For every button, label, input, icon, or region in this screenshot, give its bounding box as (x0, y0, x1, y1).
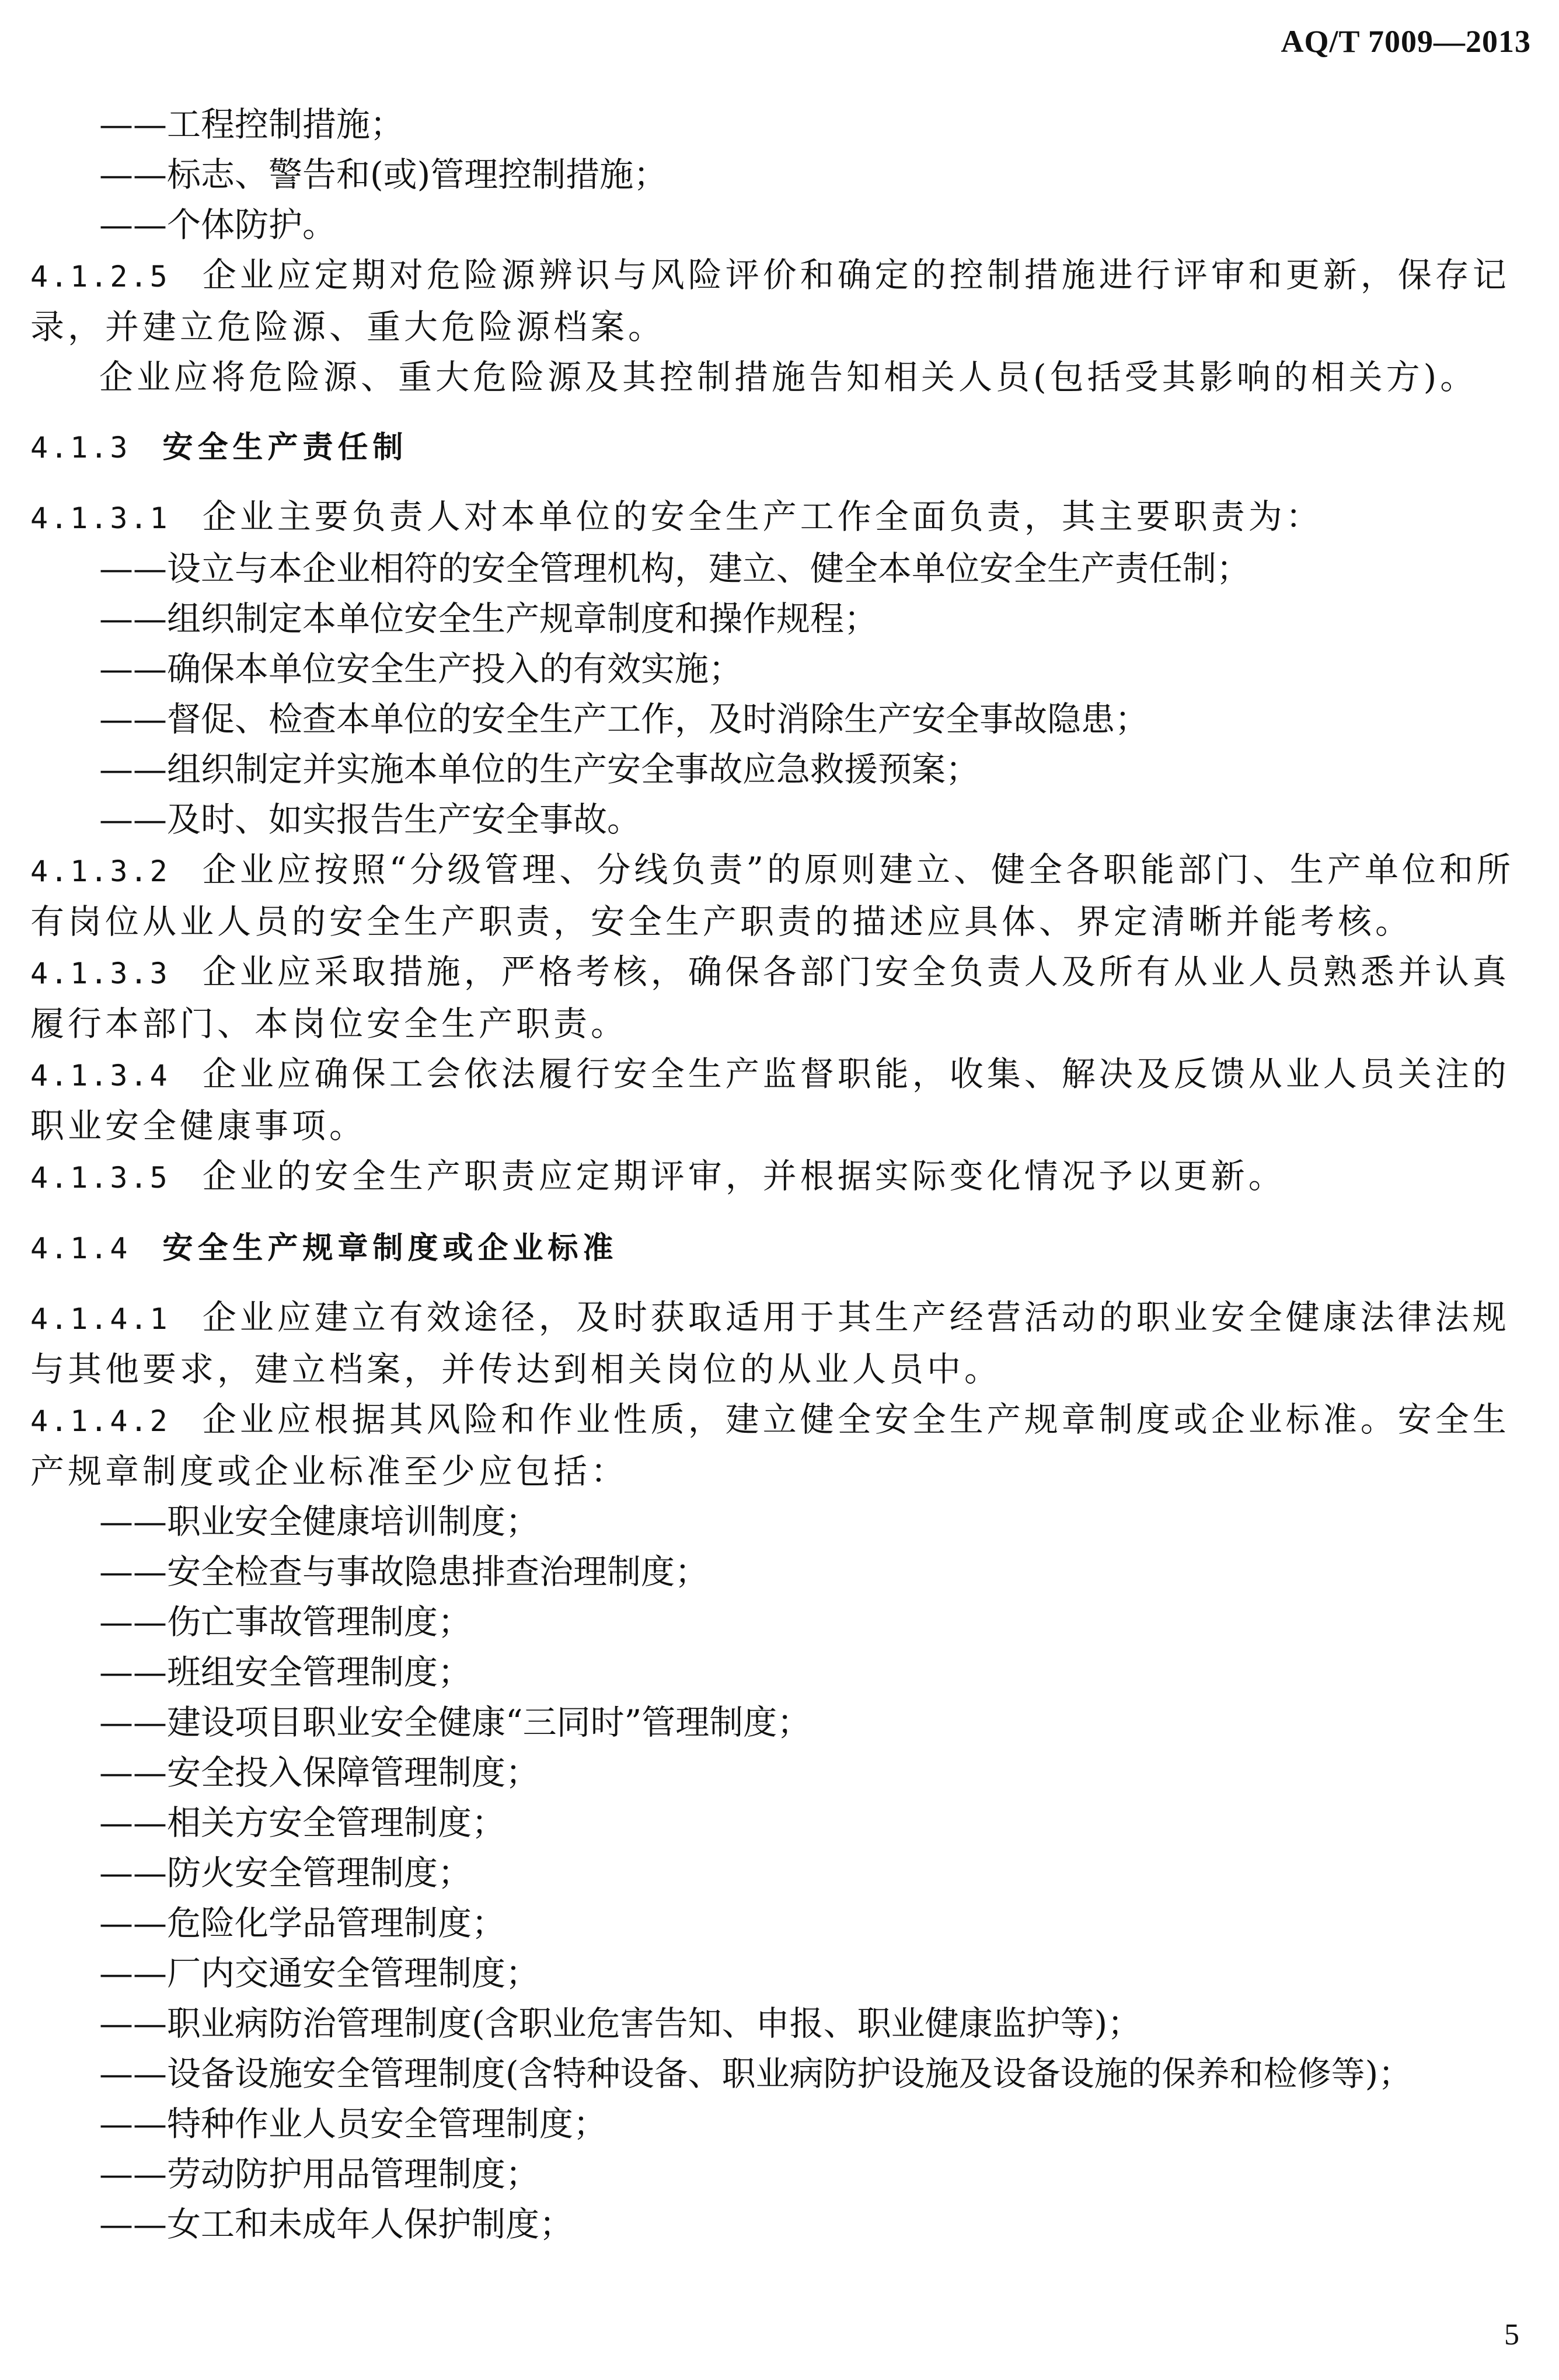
section-heading (30, 1222, 1533, 1273)
clause (30, 947, 1533, 1049)
clause-text: 企业主要负责人对本单位的安全生产工作全面负责，其主要职责为： (202, 497, 1323, 536)
clause (30, 250, 1533, 352)
standard-code: AQ/T 7009—2013 (1281, 24, 1531, 59)
clause (30, 1049, 1533, 1151)
clause-text: 企业的安全生产职责应定期评审，并根据实际变化情况予以更新。 (202, 1156, 1286, 1196)
clause-number: 4.1.3.3 (30, 957, 170, 990)
list-item: ——安全投入保障管理制度； (99, 1753, 540, 1792)
list-item: ——防火安全管理制度； (99, 1853, 472, 1893)
clause-number: 4.1.3.2 (30, 854, 170, 888)
clause-text: 企业应确保工会依法履行安全生产监督职能，收集、解决及反馈从业人员关注的职业安全健康事项。 (30, 1054, 1510, 1146)
section-number: 4.1.4 (30, 1231, 130, 1265)
list-item: ——设备设施安全管理制度(含特种设备、职业病防护设施及设备设施的保养和检修等)； (99, 2054, 1412, 2093)
list-item: ——班组安全管理制度； (99, 1652, 472, 1692)
list-item: ——女工和未成年人保护制度； (99, 2204, 574, 2244)
document-body (30, 99, 1533, 2249)
list-item: ——督促、检查本单位的安全生产工作，及时消除生产安全事故隐患； (99, 699, 1149, 739)
clause-number: 4.1.3.1 (30, 501, 170, 535)
section-heading (30, 421, 1533, 473)
list-item: ——劳动防护用品管理制度； (99, 2154, 540, 2194)
list-item: ——标志、警告和(或)管理控制措施； (99, 155, 668, 194)
clause (30, 491, 1533, 543)
clause-text: 企业应建立有效途径，及时获取适用于其生产经营活动的职业安全健康法律法规与其他要求，建立档案，并传达到相关岗位的从业人员中。 (30, 1297, 1510, 1389)
paragraph: 企业应将危险源、重大危险源及其控制措施告知相关人员(包括受其影响的相关方)。 (99, 357, 1478, 397)
clause-number: 4.1.2.5 (30, 260, 170, 294)
list-item: ——伤亡事故管理制度； (99, 1602, 472, 1642)
list-item: ——特种作业人员安全管理制度； (99, 2104, 608, 2144)
clause-number: 4.1.3.5 (30, 1161, 170, 1195)
list-item: ——及时、如实报告生产安全事故。 (99, 800, 641, 839)
list-item: ——相关方安全管理制度； (99, 1803, 506, 1842)
list-item: ——设立与本企业相符的安全管理机构，建立、健全本单位安全生产责任制； (99, 549, 1251, 588)
list-item: ——建设项目职业安全健康“三同时”管理制度； (99, 1702, 811, 1742)
list-item: ——工程控制措施； (99, 104, 404, 144)
clause (30, 1292, 1533, 1394)
list-item: ——组织制定并实施本单位的生产安全事故应急救援预案； (99, 749, 980, 789)
clause-text: 企业应按照“分级管理、分线负责”的原则建立、健全各职能部门、生产单位和所有岗位从业人员的安全生产职责，安全生产职责的描述应具体、界定清晰并能考核。 (30, 850, 1515, 941)
clause-number: 4.1.4.2 (30, 1404, 170, 1438)
clause-number: 4.1.3.4 (30, 1059, 170, 1093)
clause (30, 844, 1533, 947)
section-number: 4.1.3 (30, 431, 130, 465)
clause (30, 1151, 1533, 1203)
clause-text: 企业应根据其风险和作业性质，建立健全安全生产规章制度或企业标准。安全生产规章制度或企业标准至少应包括： (30, 1400, 1510, 1491)
list-item: ——职业病防治管理制度(含职业危害告知、申报、职业健康监护等)； (99, 2004, 1142, 2043)
clause-text: 企业应采取措施，严格考核，确保各部门安全负责人及所有从业人员熟悉并认真履行本部门、本岗位安全生产职责。 (30, 952, 1510, 1044)
list-item: ——安全检查与事故隐患排查治理制度； (99, 1552, 709, 1592)
list-item: ——确保本单位安全生产投入的有效实施； (99, 649, 743, 689)
list-item: ——危险化学品管理制度； (99, 1903, 506, 1943)
list-item: ——组织制定本单位安全生产规章制度和操作规程； (99, 599, 878, 638)
section-title: 安全生产规章制度或企业标准 (162, 1231, 618, 1266)
section-title: 安全生产责任制 (162, 430, 408, 465)
clause (30, 1394, 1533, 1496)
list-item: ——职业安全健康培训制度； (99, 1502, 540, 1541)
page-number: 5 (1504, 2318, 1519, 2351)
clause-number: 4.1.4.1 (30, 1302, 170, 1336)
clause-text: 企业应定期对危险源辨识与风险评价和确定的控制措施进行评审和更新，保存记录，并建立危险源、重大危险源档案。 (30, 255, 1510, 347)
list-item: ——厂内交通安全管理制度； (99, 1953, 540, 1993)
list-item: ——个体防护。 (99, 205, 337, 245)
